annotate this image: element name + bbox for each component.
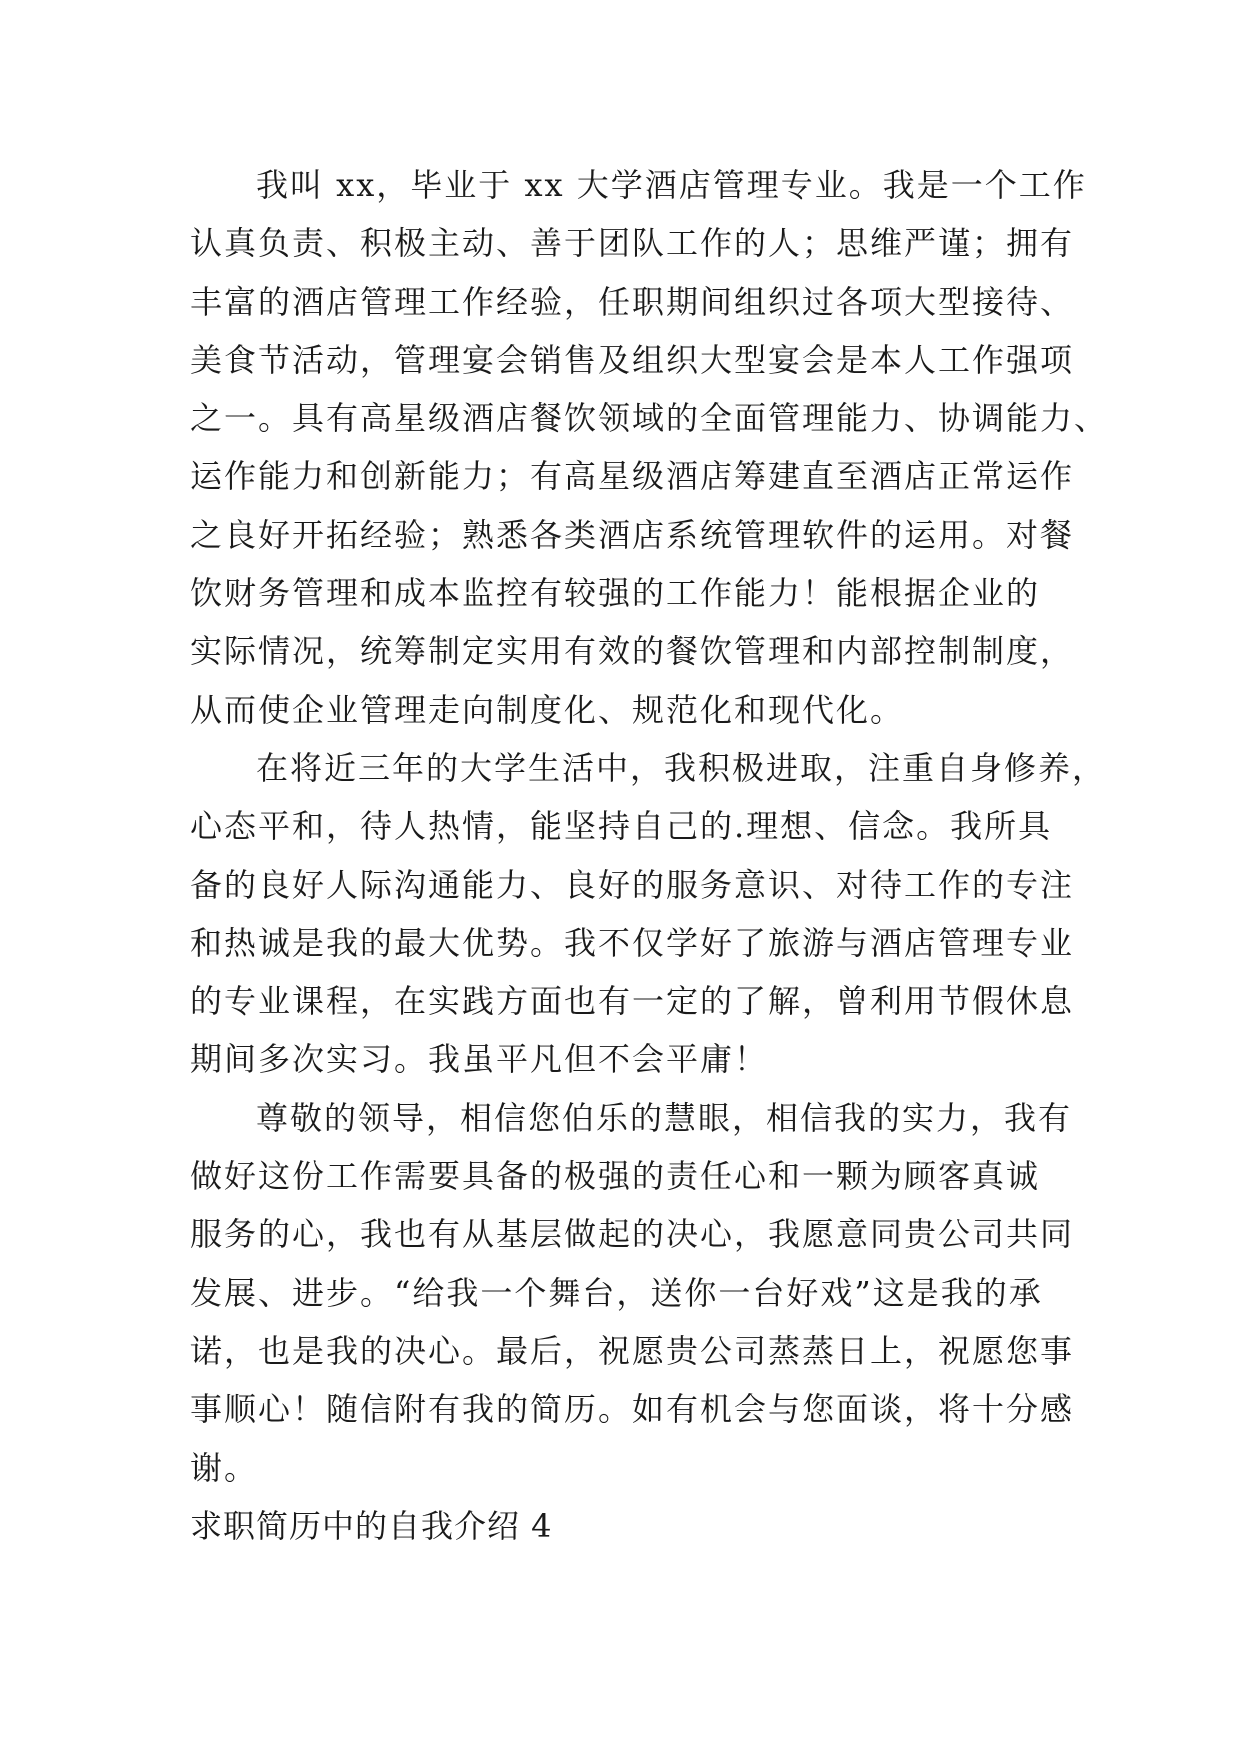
paragraph-3 <box>190 1089 1075 1497</box>
paragraph-1 <box>190 156 1109 739</box>
text-line: 备的良好人际沟通能力、良好的服务意识、对待工作的专注 <box>190 865 1075 904</box>
section-heading: 求职简历中的自我介绍 4 <box>190 1506 553 1545</box>
paragraph-2 <box>190 739 1107 1089</box>
text-line: 做好这份工作需要具备的极强的责任心和一颗为顾客真诚 <box>190 1157 1041 1196</box>
text-line: 诺，也是我的决心。最后，祝愿贵公司蒸蒸日上，祝愿您事 <box>190 1331 1075 1370</box>
text-line: 尊敬的领导，相信您伯乐的慧眼，相信我的实力，我有 <box>256 1098 1073 1137</box>
text-line: 的专业课程，在实践方面也有一定的了解，曾利用节假休息 <box>190 982 1075 1021</box>
text-line: 认真负责、积极主动、善于团队工作的人；思维严谨；拥有 <box>190 224 1075 263</box>
text-line: 事顺心！随信附有我的简历。如有机会与您面谈，将十分感 <box>190 1390 1075 1429</box>
document-body <box>190 156 1109 1555</box>
text-line: 心态平和，待人热情，能坚持自己的.理想、信念。我所具 <box>190 807 1053 846</box>
text-line: 饮财务管理和成本监控有较强的工作能力！能根据企业的 <box>190 574 1041 613</box>
text-line: 服务的心，我也有从基层做起的决心，我愿意同贵公司共同 <box>190 1215 1075 1254</box>
text-line: 和热诚是我的最大优势。我不仅学好了旅游与酒店管理专业 <box>190 923 1075 962</box>
text-line: 丰富的酒店管理工作经验，任职期间组织过各项大型接待、 <box>190 282 1075 321</box>
text-line: 谢。 <box>190 1448 259 1487</box>
text-line: 美食节活动，管理宴会销售及组织大型宴会是本人工作强项 <box>190 340 1075 379</box>
text-line: 运作能力和创新能力；有高星级酒店筹建直至酒店正常运作 <box>190 457 1075 496</box>
text-line: 之良好开拓经验；熟悉各类酒店系统管理软件的运用。对餐 <box>190 515 1075 554</box>
text-line: 期间多次实习。我虽平凡但不会平庸！ <box>190 1040 769 1079</box>
text-line: 之一。具有高星级酒店餐饮领域的全面管理能力、协调能力、 <box>190 399 1109 438</box>
text-line: 在将近三年的大学生活中，我积极进取，注重自身修养， <box>256 748 1107 787</box>
text-line: 从而使企业管理走向制度化、规范化和现代化。 <box>190 690 905 729</box>
text-line: 实际情况，统筹制定实用有效的餐饮管理和内部控制制度， <box>190 632 1075 671</box>
text-line: 发展、进步。“给我一个舞台，送你一台好戏”这是我的承 <box>190 1273 1043 1312</box>
text-line: 我叫 xx，毕业于 xx 大学酒店管理专业。我是一个工作 <box>256 166 1087 204</box>
